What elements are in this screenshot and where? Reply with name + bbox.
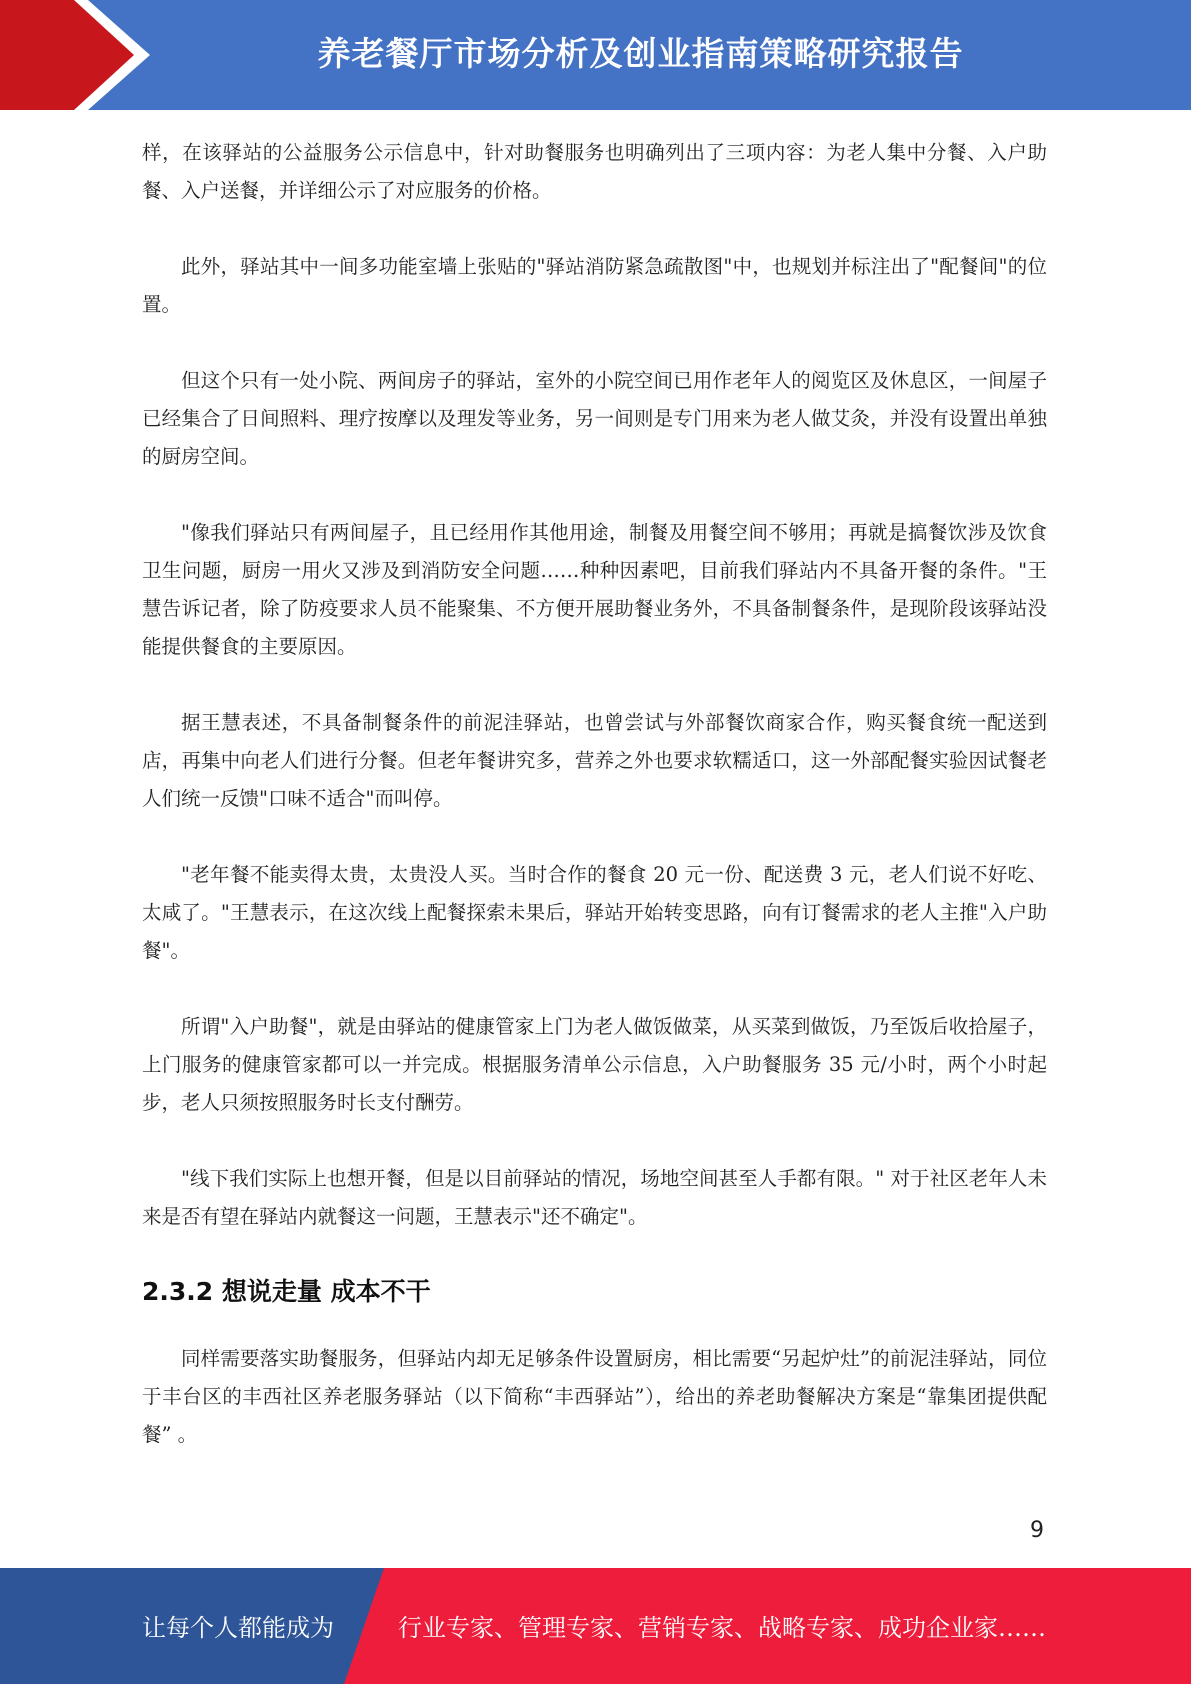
page-number: 9	[1030, 1518, 1044, 1543]
report-title: 养老餐厅市场分析及创业指南策略研究报告	[317, 34, 964, 73]
footer-slogan-left: 让每个人都能成为	[142, 1614, 334, 1642]
page-footer	[0, 1568, 1191, 1684]
paragraph: 所谓"入户助餐"，就是由驿站的健康管家上门为老人做饭做菜，从买菜到做饭，乃至饭后收拾屋子，上门服务的健康管家都可以一并完成。根据服务清单公示信息，入户助餐服务 35 元/小时，两个小时起步，老人只须按照服务时长支付酬劳。	[142, 1015, 1047, 1114]
paragraph: "老年餐不能卖得太贵，太贵没人买。当时合作的餐食 20 元一份、配送费 3 元，老人们说不好吃、太咸了。"王慧表示，在这次线上配餐探索未果后，驿站开始转变思路，向有订餐需求的老人主推"入户助餐"。	[142, 863, 1047, 962]
section-heading: 2.3.2 想说走量 成本不干	[142, 1277, 431, 1306]
paragraph: 此外，驿站其中一间多功能室墙上张贴的"驿站消防紧急疏散图"中，也规划并标注出了"配餐间"的位置。	[142, 255, 1047, 316]
paragraph: "像我们驿站只有两间屋子，且已经用作其他用途，制餐及用餐空间不够用；再就是搞餐饮涉及饮食卫生问题，厨房一用火又涉及到消防安全问题……种种因素吧，目前我们驿站内不具备开餐的条件。"王慧告诉记者，除了防疫要求人员不能聚集、不方便开展助餐业务外，不具备制餐条件，是现阶段该驿站没能提供餐食的主要原因。	[142, 521, 1047, 658]
paragraph: "线下我们实际上也想开餐，但是以目前驿站的情况，场地空间甚至人手都有限。" 对于社区老年人未来是否有望在驿站内就餐这一问题，王慧表示"还不确定"。	[142, 1167, 1047, 1228]
paragraph: 样，在该驿站的公益服务公示信息中，针对助餐服务也明确列出了三项内容：为老人集中分餐、入户助餐、入户送餐，并详细公示了对应服务的价格。	[142, 141, 1047, 202]
page-header	[0, 0, 1191, 110]
paragraph: 但这个只有一处小院、两间房子的驿站，室外的小院空间已用作老年人的阅览区及休息区，一间屋子已经集合了日间照料、理疗按摩以及理发等业务，另一间则是专门用来为老人做艾灸，并没有设置出单独的厨房空间。	[142, 369, 1047, 468]
paragraph: 同样需要落实助餐服务，但驿站内却无足够条件设置厨房，相比需要“另起炉灶”的前泥洼驿站，同位于丰台区的丰西社区养老服务驿站（以下简称“丰西驿站”），给出的养老助餐解决方案是“靠集团提供配餐” 。	[142, 1347, 1047, 1446]
paragraph: 据王慧表述，不具备制餐条件的前泥洼驿站，也曾尝试与外部餐饮商家合作，购买餐食统一配送到店，再集中向老人们进行分餐。但老年餐讲究多，营养之外也要求软糯适口，这一外部配餐实验因试餐老人们统一反馈"口味不适合"而叫停。	[142, 711, 1047, 810]
footer-slogan-right: 行业专家、管理专家、营销专家、战略专家、成功企业家……	[398, 1614, 1046, 1642]
document-body	[142, 134, 1047, 1492]
